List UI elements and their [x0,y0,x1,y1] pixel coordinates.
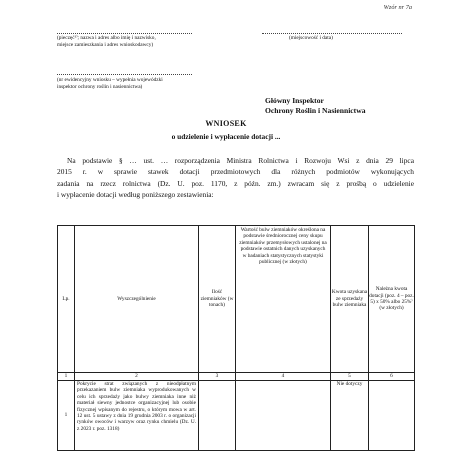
table-row [58,381,415,451]
row-value-cell[interactable] [236,381,331,451]
document-subtitle: o udzielenie i wypłacenie dotacji ... [171,132,281,141]
header-quantity: Ilość ziemniaków (w tonach) [199,226,236,373]
recipient-block [265,96,366,116]
place-date-caption: (miejscowość i data) [289,35,333,41]
row-lp: 1 [58,381,75,451]
registration-caption [57,77,163,90]
row-due-cell[interactable] [369,381,415,451]
column-number: 3 [199,373,236,381]
column-number: 2 [75,373,199,381]
column-number: 1 [58,373,75,381]
document-title: WNIOSEK [205,119,247,128]
row-quota-cell: Nie dotyczy [331,381,369,451]
column-number: 4 [236,373,331,381]
applicant-caption-line-2: miejsce zamieszkania i adres wnioskodawcy) [57,41,154,48]
table-number-row [58,373,415,381]
applicant-caption-line-1: (pieczęć¹⁾; nazwa i adres albo imię i nazwisko, [57,35,156,41]
recipient-line-1: Główny Inspektor [265,96,324,105]
header-quota: Kwota uzyskana ze sprzedaży bulw ziemniaka [331,226,369,373]
header-due: Należna kwota dotacji (poz. 4 – poz. 5) x 50% albo 25%⁾ (w złotych) [369,226,415,373]
request-paragraph [57,155,414,201]
header-value: Wartość bulw ziemniaków określona na podstawie średniorocznej ceny skupu ziemniaków przemysłowych ustalonej na podstawie ostatnich danych uzyskanych w badaniach statystycznych statystyki publicznej (w złotych) [236,226,331,373]
registration-caption-line-2: inspektor ochrony roślin i nasiennictwa) [57,83,143,90]
header-item: Wyszczególnienie [75,226,199,373]
row-item-description: Pokrycie strat związanych z nieodpłatnym przekazaniem bulw ziemniaka wyprodukowanych w celu ich sprzedaży jako bulwy ziemniaka inne niż materiał siewny jednostce organizacyjnej lub osobie fizycznej wpisanym do rejestru, o którym mowa w art. 12 ust. 5 ustawy z dnia 19 grudnia 2003 r. o organizacji rynków owoców i warzyw oraz rynku chmielu (Dz. U. z 2023 r. poz. 1318) [75,381,199,451]
recipient-line-2: Ochrony Roślin i Nasiennictwa [265,106,366,115]
applicant-caption [57,35,156,48]
column-number: 5 [331,373,369,381]
column-number: 6 [369,373,415,381]
place-date-dotted-line [262,33,402,34]
form-label: Wzór nr 7a [383,4,412,11]
header-lp: Lp. [58,226,75,373]
table-header-row [58,226,415,373]
paragraph-line: i wypłacenie dotacji według poniższego zestawienia: [57,190,214,200]
subsidy-table [57,225,415,451]
registration-caption-line-1: (nr ewidencyjny wniosku – wypełnia wojewódzki [57,77,163,83]
paragraph-line: zadania na rzecz rolnictwa (Dz. U. poz. 1170, z późn. zm.) zwracam się z prośbą o udzielenie [57,178,414,188]
paragraph-line: Na podstawie § … ust. … rozporządzenia Ministra Rolnictwa i Rozwoju Wsi z dnia 29 lipca [67,156,414,165]
row-quantity-cell[interactable] [199,381,236,451]
registration-dotted-line [57,74,192,75]
paragraph-line: 2015 r. w sprawie stawek dotacji przedmiotowych dla różnych podmiotów wykonujących [57,167,414,177]
applicant-dotted-line [57,33,192,34]
